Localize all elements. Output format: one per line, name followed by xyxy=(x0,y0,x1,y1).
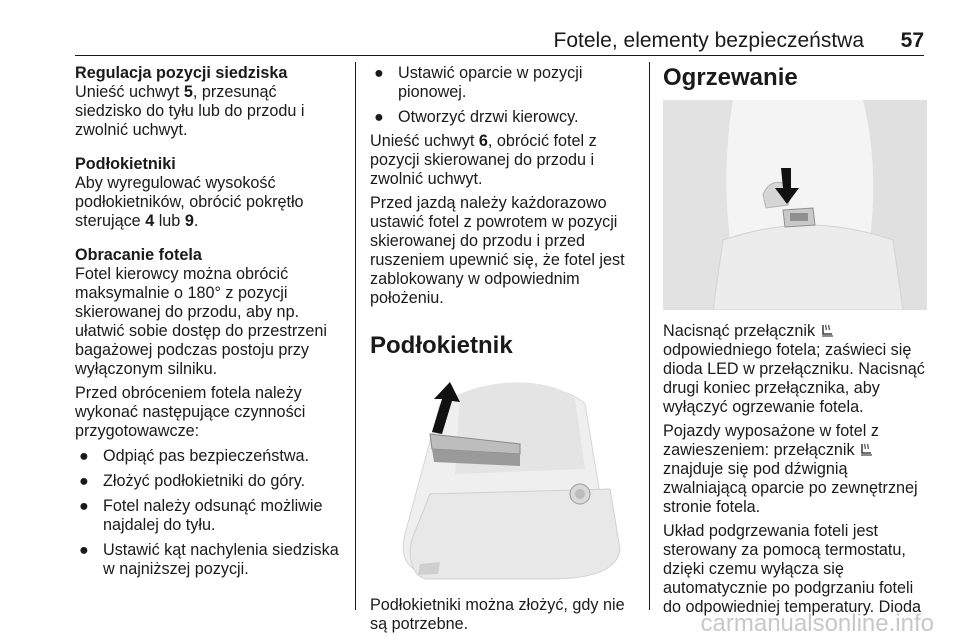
list-item: ● Otworzyć drzwi kierowcy. xyxy=(374,108,579,126)
armrest-illustration xyxy=(370,374,632,584)
page-header xyxy=(0,0,960,56)
paragraph: Przed jazdą należy każdorazowo ustawić fotel z powrotem w pozycji skierowanej do przodu i przed ruszeniem upewnić się, że fotel jest zablokowany w odpowiednim położeniu. xyxy=(370,194,625,307)
bullet-list xyxy=(75,447,347,579)
paragraph: Fotel kierowcy można obrócić maksymalnie o 180° z pozycji skierowanej do przodu, aby np. ułatwić sobie dostęp do przestrzeni bagażowej podczas postoju przy wyłączonym silniku. xyxy=(75,265,327,378)
heating-figure xyxy=(663,100,927,310)
paragraph: Aby wyregulować wysokość podłokietników, obrócić pokrętło sterujące 4 lub 9. xyxy=(75,174,304,230)
paragraph: Pojazdy wyposażone w fotel z zawieszeniem: przełącznik znajduje się pod dźwignią zwalniającą oparcie po zewnętrznej stronie fotela. xyxy=(663,422,918,516)
seat-heater-icon xyxy=(859,442,873,457)
section-title-seat-rotation: Obracanie fotela xyxy=(75,246,202,264)
figure-caption: Podłokietniki można złożyć, gdy nie są potrzebne. xyxy=(370,596,625,633)
watermark: carmanualsonline.info xyxy=(700,610,934,637)
armrest-figure xyxy=(370,374,632,584)
section-title-armrests: Podłokietniki xyxy=(75,155,176,173)
paragraph: Przed obróceniem fotela należy wykonać następujące czynności przygotowawcze: xyxy=(75,384,306,440)
list-item: ● Złożyć podłokietniki do góry. xyxy=(79,472,306,490)
list-item: ● Odpiąć pas bezpieczeństwa. xyxy=(79,447,310,465)
page-number: 57 xyxy=(900,29,924,52)
section-title-seat-position: Regulacja pozycji siedziska xyxy=(75,64,288,82)
column-divider xyxy=(649,62,650,610)
column-divider xyxy=(355,62,356,610)
heating-illustration xyxy=(663,100,927,310)
section-heading-heating: Ogrzewanie xyxy=(663,64,798,91)
list-item: ● Ustawić kąt nachylenia siedziska w najniższej pozycji. xyxy=(79,541,339,578)
paragraph: Układ podgrzewania foteli jest sterowany za pomocą termostatu, dzięki czemu wyłącza się automatycznie po podgrzaniu foteli do odpowiedniej temperatury. Dioda xyxy=(663,522,921,616)
paragraph: Nacisnąć przełącznik odpowiedniego fotela; zaświeci się dioda LED w przełączniku. Nacisnąć drugi koniec przełącznika, aby wyłączyć ogrzewanie fotela. xyxy=(663,322,925,416)
seat-heater-icon xyxy=(820,323,834,338)
header-rule xyxy=(75,55,924,56)
page-title: Fotele, elementy bezpieczeństwa xyxy=(553,29,864,52)
paragraph: Unieść uchwyt 5, przesunąć siedzisko do tyłu lub do przodu i zwolnić uchwyt. xyxy=(75,83,305,139)
column-1 xyxy=(75,64,347,579)
paragraph: Unieść uchwyt 6, obrócić fotel z pozycji skierowanej do przodu i zwolnić uchwyt. xyxy=(370,132,597,188)
list-item: ● Fotel należy odsunąć możliwie najdalej do tyłu. xyxy=(79,497,323,534)
column-2 xyxy=(370,64,638,634)
list-item: ● Ustawić oparcie w pozycji pionowej. xyxy=(374,64,583,101)
bullet-list xyxy=(370,64,638,127)
section-heading-armrest: Podłokietnik xyxy=(370,332,513,359)
column-3 xyxy=(663,64,928,617)
